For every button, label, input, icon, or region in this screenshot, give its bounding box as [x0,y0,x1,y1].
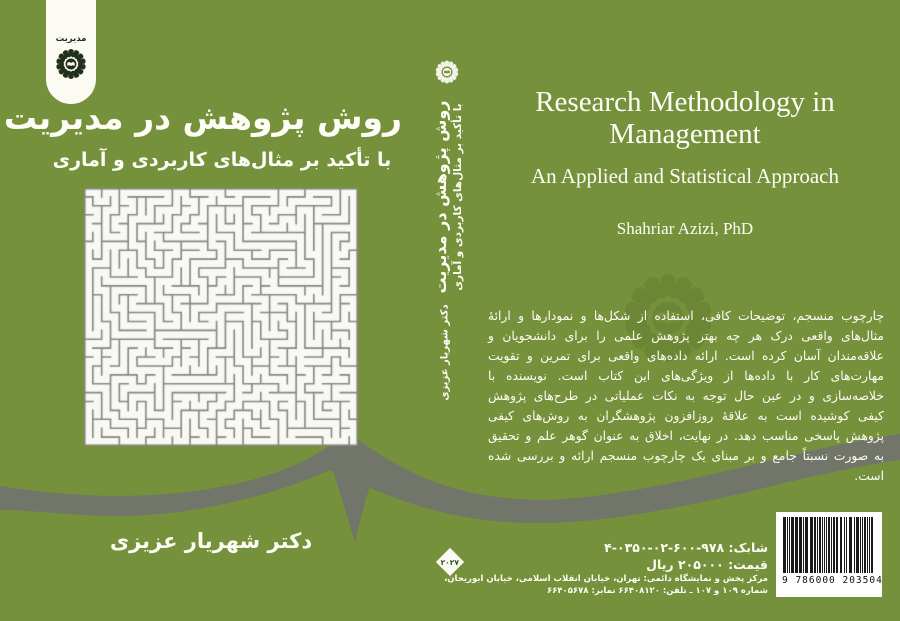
price-line: قیمت: ۲۰۵۰۰۰ ریال [646,557,768,572]
barcode-bar [810,517,813,573]
barcode-bar [846,517,847,573]
barcode-bar [826,517,827,573]
barcode-bar [862,517,863,573]
barcode-bar [856,517,859,573]
barcode-bar [814,517,816,573]
barcode-bar [795,517,798,573]
spine-book-number: ۲۰۲۷ [440,557,460,567]
barcode [776,512,882,597]
isbn-line: شابک: ۹۷۸-۶۰۰-۰۲-۰۳۵۰-۴ [604,540,768,555]
barcode-bar [844,517,845,573]
maze-icon [84,188,358,446]
publisher-logo-icon [54,47,88,81]
address-line-1: مرکز پخش و نمایشگاه دائمی: تهران، خیابان انقلاب اسلامی، خیابان ابوریحان، [444,574,768,584]
barcode-bar [824,517,825,573]
spine-title: روش پژوهش در مدیریت [430,100,450,294]
front-author-fa: دکتر شهریار عزیزی [109,529,313,553]
front-title-fa: روش پژوهش در مدیریت [3,98,402,137]
barcode-bar [803,517,804,573]
back-blurb-fa: چارچوب منسجم، توضیحات کافی، استفاده از شکل‌ها و نمودارها و ارائهٔ مثال‌های واقعی درک هر چه بهتر پژوهش علمی را برای دانشجویان و علاقه‌مندان آسان کرده است. ارائه داده‌های واقعی برای تمرین و تقویت مهارت‌های کار با داده‌ها از ویژگی‌های این کتاب است. نویسنده با خلاصه‌سازی و در عین حال توجه به نکات عملیاتی در طرح‌های پژوهش کیفی کوشیده است به علاقهٔ روزافزون پژوهشگران به روش‌های کیفی پژوهش پاسخی مناسب دهد. در نهایت، اخلاق به عنوان گوهر علم و تحقیق به صورت نسبتاً جامع و بر مبنای یک چارچوب منسجم ارائه و بررسی شده است. [488,309,884,483]
barcode-bar [799,517,802,573]
spine-subtitle: با تأکید بر مثال‌های کاربردی و آماری [451,103,464,291]
address-line-2: شماره ۱۰۹ و ۱۰۷ ـ تلفن: ۶۶۴۰۸۱۲۰ نمابر: ۶۶۴۰۵۶۷۸ [546,586,768,596]
barcode-bar [787,517,788,573]
barcode-digits: 9 786000 203504 [782,575,883,586]
spine-author: دکتر شهریار عزیزی [439,304,451,401]
back-subtitle-en: An Applied and Statistical Approach [531,164,839,188]
barcode-bar [864,517,866,573]
barcode-bar [869,517,870,573]
barcode-bar [849,517,852,573]
colophon-block [444,539,768,597]
barcode-bar [819,517,821,573]
back-author-en: Shahriar Azizi, PhD [616,219,754,238]
publisher-category-tab [46,0,96,104]
barcode-bar [871,517,873,573]
back-title-en: Research Methodology in Management [535,86,835,151]
category-label: مدیریت [55,34,87,44]
maze-graphic [84,188,358,446]
barcode-bar [789,517,790,573]
barcode-bar [833,517,835,573]
barcode-bar [860,517,861,573]
barcode-bar [831,517,832,573]
barcode-bar [791,517,794,573]
front-subtitle-fa: با تأکید بر مثال‌های کاربردی و آماری [52,149,392,171]
barcode-bar [836,517,838,573]
barcode-bar [828,517,830,573]
barcode-bars-icon [782,517,876,573]
barcode-bar [817,517,818,573]
barcode-bar [867,517,868,573]
barcode-bar [805,517,808,573]
barcode-bar [840,517,842,573]
barcode-bar [783,517,786,573]
barcode-bar [822,517,823,573]
barcode-bar [854,517,855,573]
